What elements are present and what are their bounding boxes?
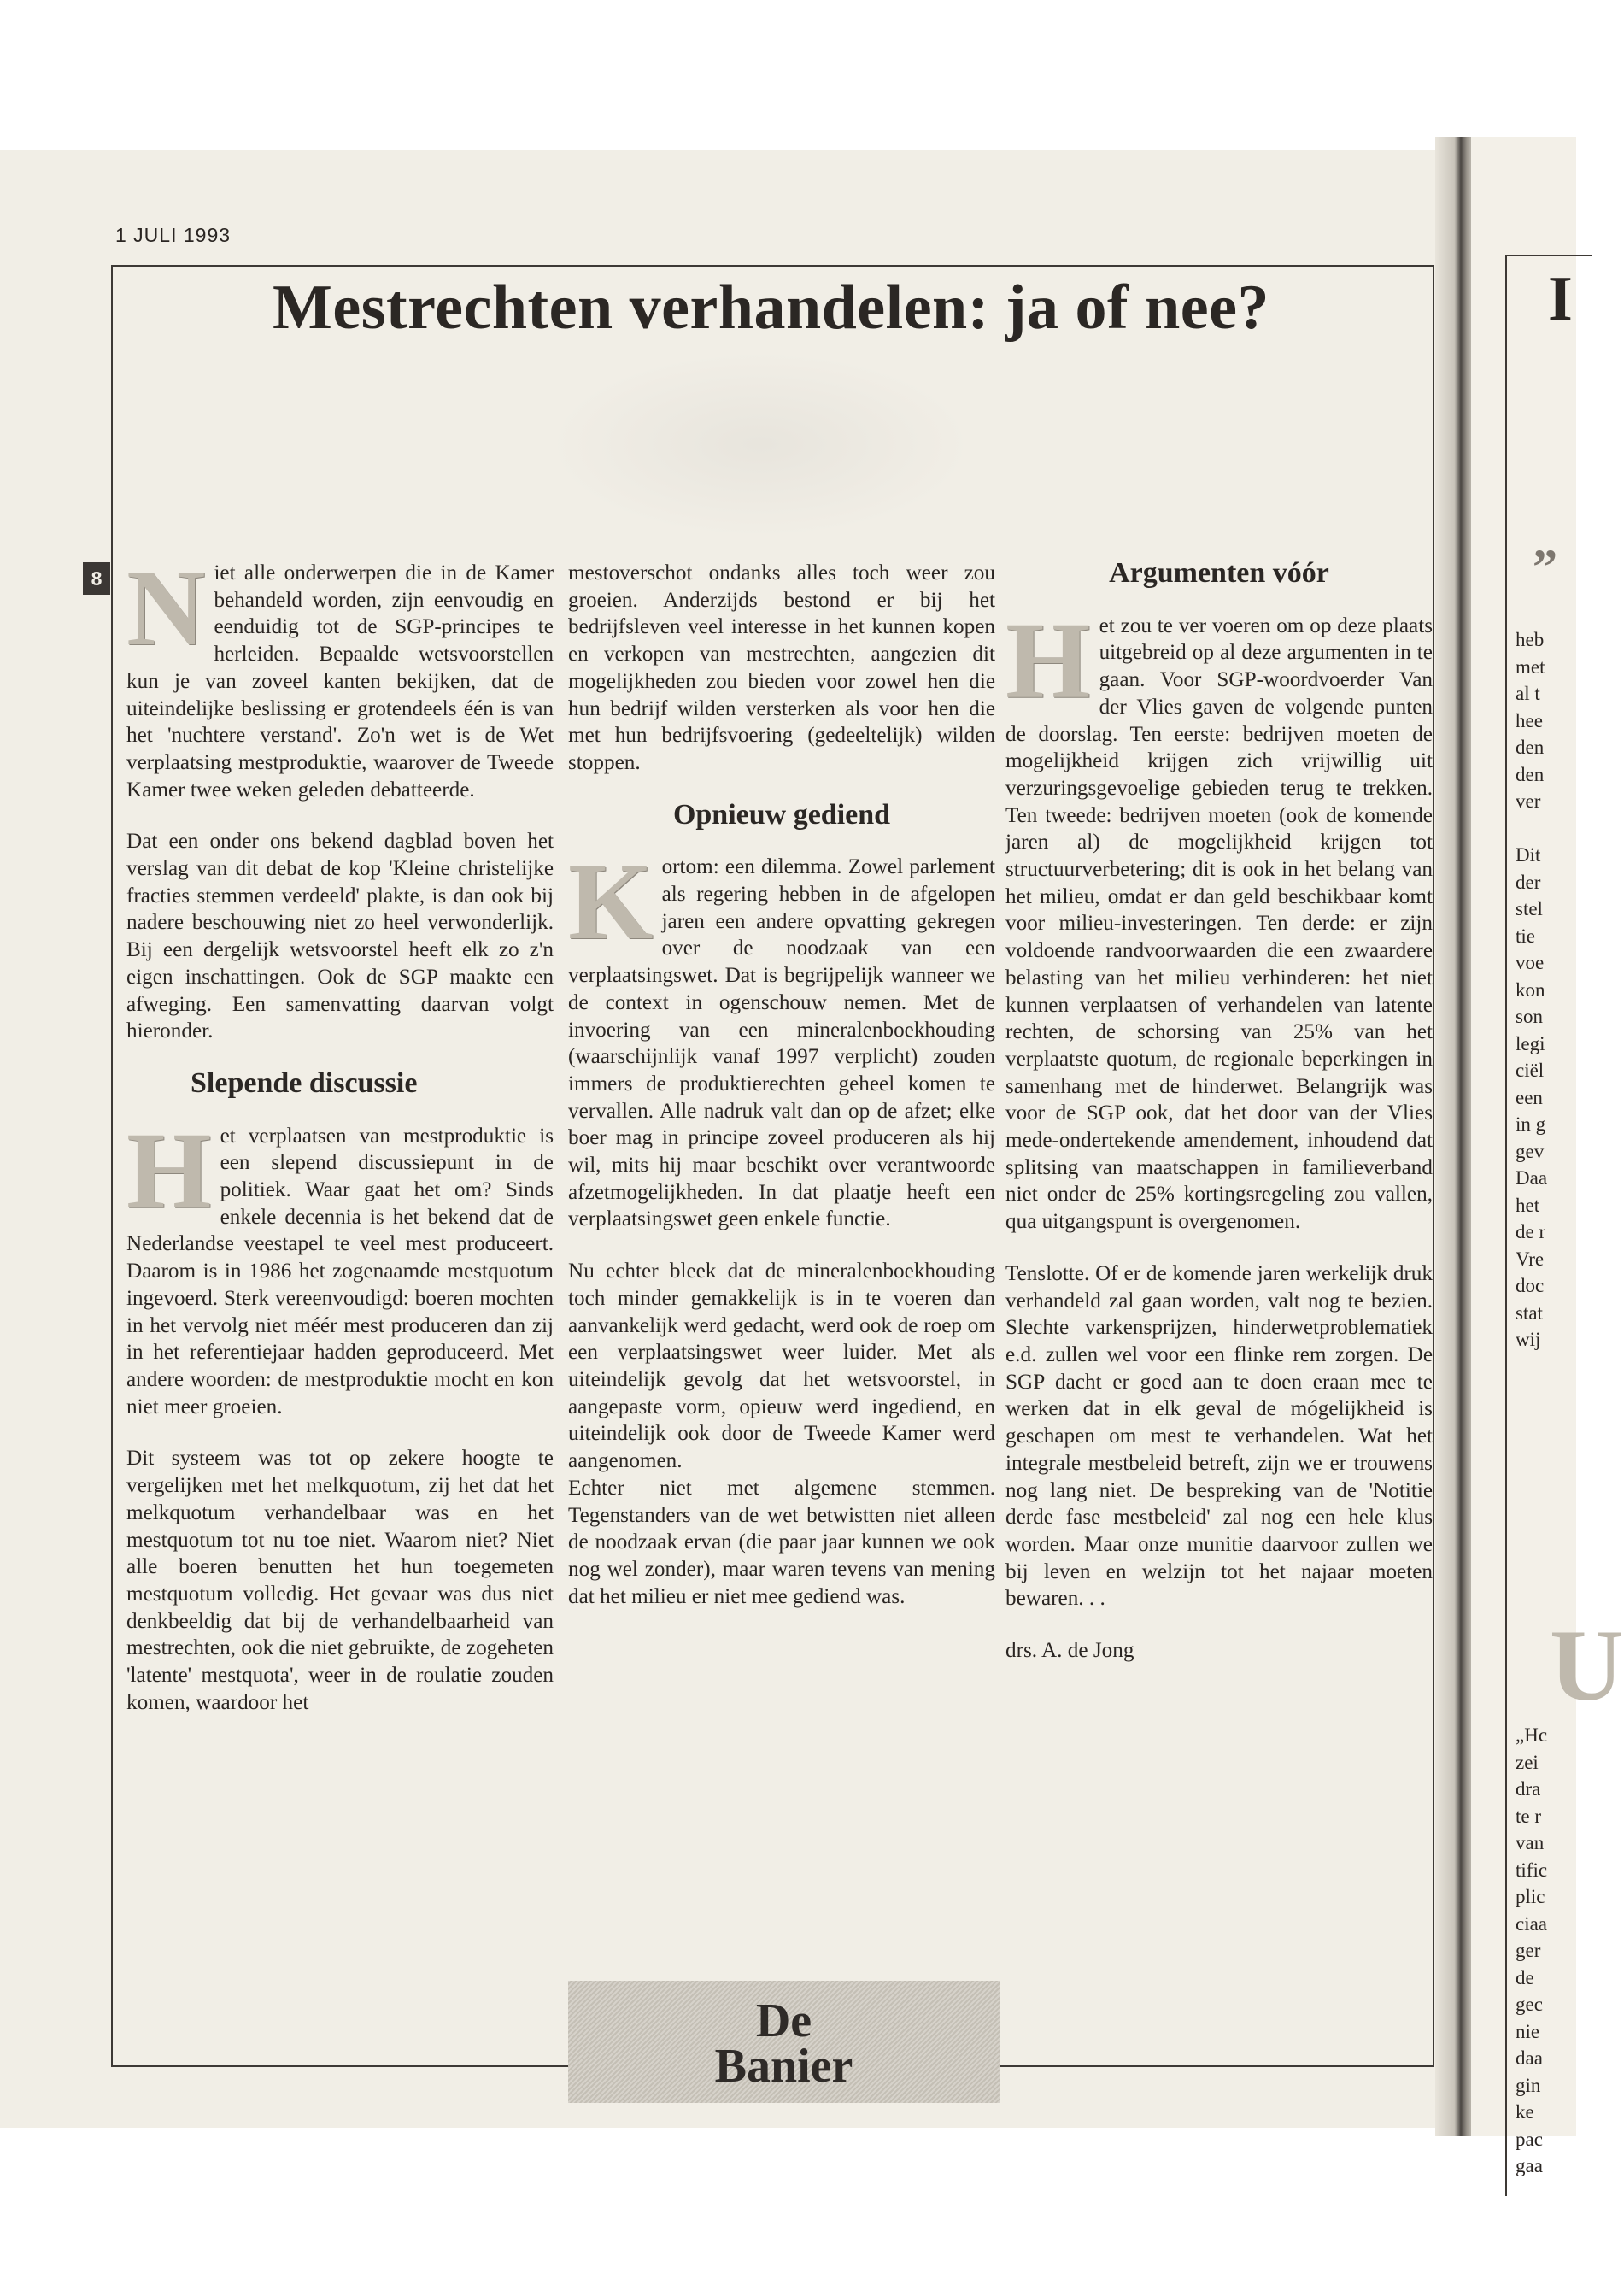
article-column-1 [126,547,554,1716]
next-page-text-fragment: het [1516,1194,1540,1216]
section-heading-argumenten-voor: Argumenten vóór [1109,557,1329,589]
next-page-text-fragment: kon [1516,978,1545,1001]
next-page-text-fragment: ciaa [1516,1912,1548,1935]
next-page-text-fragment: gin [1516,2074,1541,2096]
next-page-text-fragment: ciël [1516,1060,1545,1081]
paragraph: Tenslotte. Of er de komende jaren werkelijk druk verhandeld zal gaan worden, valt nog te bezien. Slechte varkensprijzen, hinderwetproblematiek e.d. zullen wel voor een flinke rem zorgen. De SGP dacht er goed aan te doen eraan mee te werken dat in elk geval de mógelijkheid is geschapen om mest te verhandelen. Wat het integrale mestbeleid betreft, zijn we er trouwens nog lang niet. De bespreking van de 'Notitie derde fase mestbeleid' zal nog een hele klus worden. Maar onze munitie daarvoor zullen we bij leven en welzijn tot het najaar moeten bewaren. . . [1005,1261,1433,1611]
next-page-text-fragment: tific [1516,1859,1548,1881]
next-page-text-fragment: van [1516,1832,1545,1853]
paragraph: Kortom: een dilemma. Zowel parlement als regering hebben in de afgelopen jaren een andere opvatting gekregen over de noodzaak van een verplaatsingswet. Dat is begrijpelijk wanneer we de context in ogenschouw nemen. Met de invoering van een mineralenboekhouding (waarschijnlijk vanaf 1997 verplicht) zouden immers de produktierechten geheel komen te vervallen. Alle nadruk valt dan op de afzet; elke boer mag in principe zoveel produceren als hij wil, mits hij maar beschikt over verantwoorde afzetmogelijkheden. In dat plaatje heeft een verplaatsingswet geen enkele functie. [568,841,995,1231]
next-page-text-fragment: den [1516,737,1545,758]
author-signature: drs. A. de Jong [1005,1639,1134,1663]
next-page-text-fragment: Vre [1516,1248,1545,1270]
section-heading-slepende-discussie: Slepende discussie [191,1066,418,1099]
faded-background-photo [547,350,974,538]
paragraph: Dat een onder ons bekend dagblad boven het verslag van dit debat de kop 'Kleine christelijke fracties stemmen verdeeld' plakte, is dan ook bij nadere beschouwing niet zo heel verwonderlijk. Bij een dergelijk wetsvoorstel heeft elk zo z'n eigen inschattingen. Ook de SGP maakte een afweging. Een samenvatting daarvan volgt hieronder. [126,830,554,1043]
article-headline: Mestrechten verhandelen: ja of nee? [273,273,1269,343]
next-page-text-fragment: een [1516,1086,1543,1108]
next-page-text-fragment: ver [1516,790,1541,812]
next-page-text-fragment: gec [1516,1994,1543,2015]
drop-cap: H [1005,599,1091,721]
next-page-text-fragment: heb [1516,629,1545,650]
next-page-text-fragment: gev [1516,1140,1545,1162]
page-number-badge: 8 [83,562,110,595]
next-page-text-fragment: doc [1516,1275,1545,1296]
next-page-text-fragment: de [1516,1966,1534,1988]
next-page-text-fragment: plic [1516,1886,1545,1907]
next-page-drop-cap: U [1550,1608,1624,1722]
next-page-text-fragment: al t [1516,683,1540,704]
next-page-text-fragment: ke [1516,2101,1534,2123]
paragraph: Het zou te ver voeren om op deze plaats uitgebreid op al deze argumenten in te gaan. Voor SGP-woordvoerder Van der Vlies gaven de volgende punten de doorslag. Ten eerste: bedrijven moeten de mogelijkheid krijgen zich vrijwillig uit verzuringsgevoelige gebieden terug te trekken. Ten tweede: bedrijven moeten (ook de komende jaren al) de mogelijkheid krijgen tot structuurverbetering; dit is ook in het belang van het milieu, omdat er dan geld beschikbaar komt voor milieu-investeringen. Ten derde: er zijn voldoende randvoorwaarden die een zwaardere belasting van het milieu verhinderen: het niet kunnen verplaatsen of verhandelen van latente rechten, de schorsing van 25% van het verplaatste quotum, de regionale beperkingen in samenhang met de hinderwet. Belangrijk was voor de SGP ook, dat het door van der Vlies mede-ondertekende amendement, inhoudend dat splitsing van maatschappen in familieverband niet onder de 25% kortingsregeling zou vallen, qua uitgangspunt is overgenomen. [1005,599,1433,1234]
next-page-text-fragment: met [1516,655,1545,678]
next-page-text-fragment: nie [1516,2020,1540,2042]
masthead-line-2: Banier [714,2040,853,2093]
next-page-text-fragment: wij [1516,1329,1541,1350]
next-page-headline-letter: I [1548,264,1573,334]
next-page-text-fragment: hee [1516,709,1543,731]
next-page-text-fragment: stel [1516,898,1543,919]
intro-paragraph: Niet alle onderwerpen die in de Kamer behandeld worden, zijn eenvoudig en eenduidig tot de SGP-principes te herleiden. Bepaalde wetsvoorstellen kun je van zoveel kanten bekijken, dat de uiteindelijke beslissing er grotendeels één is van het 'nuchtere verstand'. Zo'n wet is de Wet verplaatsing mestproduktie, waarover de Tweede Kamer twee weken geleden debatteerde. [126,547,554,802]
article-column-2 [568,560,995,1635]
article-column-3 [1005,557,1433,1689]
next-page-text-fragment: in g [1516,1113,1546,1135]
drop-cap: K [568,841,654,963]
next-page-text-fragment: de r [1516,1221,1546,1242]
next-page-text-fragment: voe [1516,952,1545,973]
next-page-text-fragment: daa [1516,2047,1543,2069]
next-page-text-fragment: tie [1516,925,1535,947]
issue-date: 1 JULI 1993 [115,224,232,246]
masthead-line-1: De [755,1994,812,2047]
section-heading-opnieuw-gediend: Opnieuw gediend [672,798,891,831]
next-page-edge [1471,137,1624,2176]
paragraph: Dit systeem was tot op zekere hoogte te vergelijken met het melkquotum, zij het dat het melkquotum verhandelbaar was en het mestquotum tot nu toe niet. Waarom niet? Niet alle boeren benutten het hun toegemeten mestquotum volledig. Het gevaar was dus niet denkbeeldig dat bij de verhandelbaarheid van mestrechten, ook die niet gebruikte, de zogeheten 'latente' mestquota', weer in de roulatie zouden komen, waardoor het [126,1447,554,1714]
next-page-text-fragment: gaa [1516,2155,1543,2176]
next-page-text-fragment: der [1516,871,1541,893]
paragraph: Nu echter bleek dat de mineralenboekhouding toch minder gemakkelijk is in te voeren dan aanvankelijk werd gedacht, werd ook de roep om een verplaatsingswet weer luider. Met als uiteindelijk gevolg dat het wetsvoorstel, in aangepaste vorm, opieuw werd ingediend, en uiteindelijk ook door de Tweede Kamer werd aangenomen. [568,1260,995,1473]
paragraph: Het verplaatsen van mestproduktie is een slepend discussiepunt in de politiek. Waar gaat het om? Sinds enkele decennia is het bekend dat de Nederlandse veestapel te veel mest produceert. Daarom is in 1986 het zogenaamde mestquotum ingevoerd. Sterk vereenvoudigd: boeren mochten in het vervolg niet méér mest produceren dan zij in het referentiejaar hadden geproduceerd. Met andere woorden: de mestproduktie mocht en kon niet meer groeien. [126,1109,554,1418]
de-banier-masthead [568,1981,1000,2103]
next-page-text-fragment: dra [1516,1778,1541,1800]
next-page-quote-mark: ” [1533,539,1557,595]
paragraph: mestoverschot ondanks alles toch weer zou groeien. Anderzijds bestond er bij het bedrijfsleven veel interesse in het kunnen kopen en verkopen van mestrechten, aangezien dit mogelijkheden zou bieden voor zowel hen die hun bedrijf wilden versterken als voor hen die met hun bedrijfsvoering (gedeeltelijk) wilden stoppen. [568,561,995,774]
next-page-text-fragment: pac [1516,2128,1543,2150]
next-page-text-fragment: den [1516,763,1545,785]
next-page-text-fragment: Dit [1516,844,1541,866]
next-page-text-fragment: son [1516,1006,1543,1027]
next-page-text-fragment: ger [1516,1940,1541,1961]
next-page-text-fragment: legi [1516,1032,1545,1054]
drop-cap: H [126,1109,212,1231]
next-page-text-fragment: Daa [1516,1167,1548,1189]
paragraph: Echter niet met algemene stemmen. Tegenstanders van de wet betwistten niet alleen de noodzaak ervan (die paar jaar kunnen we ook nog wel zonder), maar waren tevens van mening dat het milieu er niet mee gediend was. [568,1476,995,1608]
next-page-text-fragment: stat [1516,1301,1543,1324]
next-page-text-fragment: zei [1516,1751,1539,1773]
next-page-text-fragment: te r [1516,1805,1542,1827]
next-page-text-fragment: „Hc [1516,1724,1548,1746]
drop-cap: N [126,547,206,668]
